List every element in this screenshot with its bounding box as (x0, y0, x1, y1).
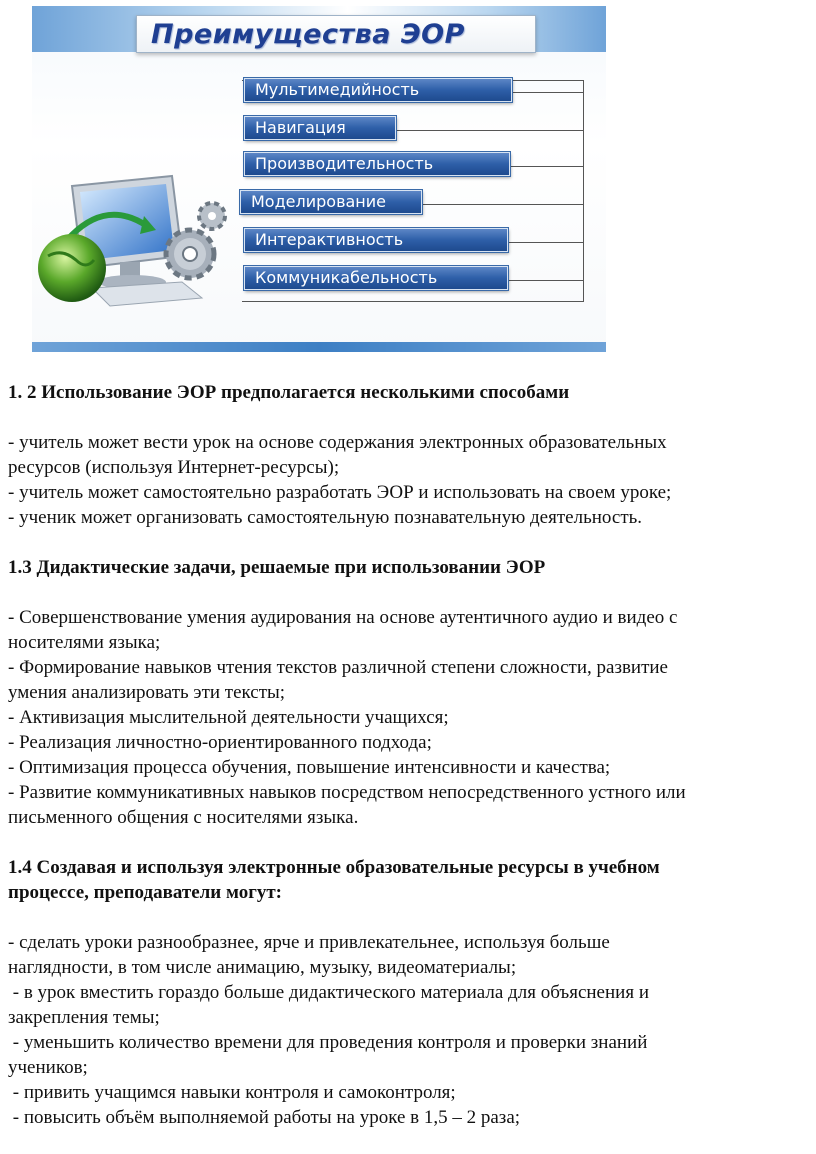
connector-line (420, 204, 584, 205)
connector-line (394, 130, 584, 131)
paragraph-line: - Оптимизация процесса обучения, повышение интенсивности и качества; (8, 757, 611, 778)
section-heading: 1.4 Создавая и используя электронные образовательные ресурсы в учебном (8, 857, 660, 878)
advantage-item-interactivity: Интерактивность (244, 228, 508, 252)
paragraph-line: - Формирование навыков чтения текстов различной степени сложности, развитие (8, 657, 668, 678)
paragraph-line: письменного общения с носителями языка. (8, 807, 359, 828)
paragraph-line: - ученик может организовать самостоятельную познавательную деятельность. (8, 507, 643, 528)
paragraph-line: - сделать уроки разнообразнее, ярче и привлекательнее, используя больше (8, 932, 610, 953)
connector-line (508, 166, 584, 167)
advantage-item-productivity: Производительность (244, 152, 510, 176)
paragraph-line: учеников; (8, 1057, 88, 1078)
paragraph-line: - Активизация мыслительной деятельности учащихся; (8, 707, 449, 728)
paragraph-line: - привить учащимся навыки контроля и самоконтроля; (8, 1082, 456, 1103)
advantage-item-multimedia: Мультимедийность (244, 78, 512, 102)
paragraph-line: - учитель может самостоятельно разработать ЭОР и использовать на своем уроке; (8, 482, 672, 503)
connector-line (506, 280, 584, 281)
computer-globe-gears-icon (32, 156, 242, 326)
slide-title: Преимущества ЭОР (151, 18, 465, 50)
advantage-item-communicability: Коммуникабельность (244, 266, 508, 290)
section-heading-continued: процессе, преподаватели могут: (8, 882, 282, 903)
paragraph-line: умения анализировать эти тексты; (8, 682, 286, 703)
paragraph-line: - в урок вместить гораздо больше дидактического материала для объяснения и (8, 982, 649, 1003)
connector-line (510, 92, 584, 93)
paragraph-line: - повысить объём выполняемой работы на уроке в 1,5 – 2 раза; (8, 1107, 521, 1128)
section-heading: 1. 2 Использование ЭОР предполагается несколькими способами (8, 382, 570, 403)
paragraph-line: наглядности, в том числе анимацию, музыку, видеоматериалы; (8, 957, 517, 978)
slide-image (32, 6, 606, 352)
paragraph-line: - Реализация личностно-ориентированного подхода; (8, 732, 432, 753)
paragraph-line: - Развитие коммуникативных навыков посредством непосредственного устного или (8, 782, 686, 803)
slide-bottom-bar (32, 342, 606, 352)
connector-line (506, 242, 584, 243)
section-heading: 1.3 Дидактические задачи, решаемые при использовании ЭОР (8, 557, 546, 578)
paragraph-line: ресурсов (используя Интернет-ресурсы); (8, 457, 340, 478)
document-body (8, 380, 808, 1130)
paragraph-line: - учитель может вести урок на основе содержания электронных образовательных (8, 432, 667, 453)
paragraph-line: носителями языка; (8, 632, 161, 653)
advantage-item-navigation: Навигация (244, 116, 396, 140)
paragraph-line: закрепления темы; (8, 1007, 160, 1028)
paragraph-line: - уменьшить количество времени для проведения контроля и проверки знаний (8, 1032, 648, 1053)
advantage-item-modeling: Моделирование (240, 190, 422, 214)
paragraph-line: - Совершенствование умения аудирования на основе аутентичного аудио и видео с (8, 607, 678, 628)
slide-title-box (136, 15, 536, 53)
